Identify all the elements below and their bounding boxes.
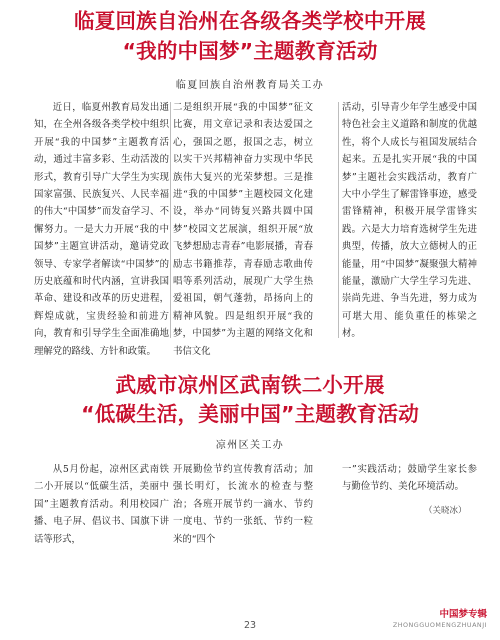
article2-column-3 [342,461,477,501]
article2-title-line2: “低碳生活，美丽中国”主题教育活动 [81,402,419,426]
article1-paragraph: 近日，临夏州教育局发出通知，在全州各级各类学校中组织开展“我的中国梦”主题教育活动，通过丰富多彩、生动活泼的形式，教育引导广大学生为实现国家富强、民族复兴、人民幸福的伟大“中国梦”而发奋学习、不懈努力。一是大力开展“我的中国梦”主题宣讲活动，邀请党政领导、专家学者解读“中国梦”的历史底蕴和时代内涵，宣讲我国革命、建设和改革的历史进程，辉煌成就，宝贵经验和前进方向，教育和引导学生全面准确地理解党的路线、方针和政策。 [34,102,169,357]
article1-byline: 临夏回族自治州教育局关工办 [175,80,325,91]
brand-title: 中国梦专辑 [439,609,487,620]
article1-column-1 [34,99,169,357]
article2-byline: 凉州区关工办 [215,440,285,451]
page-number: 23 [243,620,257,631]
column-divider [170,102,171,338]
article2-author-credit: （关晓冰） [424,506,467,516]
article2-paragraph: 从5月份起，凉州区武南铁二小开展以“低碳生活，美丽中国”主题教育活动。利用校园广播、电子屏、倡议书、国旗下讲话等形式， [34,464,169,545]
article1-paragraph: 二是组织开展“我的中国梦”征文比赛，用文章记录和表达爱国之心，强国之愿，报国之志，树立以实干兴邦精神奋力实现中华民族伟大复兴的光荣梦想。三是推进“我的中国梦”主题校园文化建设，举办“同铸复兴路共圆中国梦”校园文艺展演，组织开展“放飞梦想励志青春”电影展播，青春励志书籍推荐，青春励志歌曲传唱等系列活动，展现广大学生热爱祖国，朝气蓬勃，昂扬向上的精神风貌。四是组织开展“我的梦，中国梦”为主题的网络文化和书信文化 [173,102,313,357]
article2-paragraph: 一”实践活动；鼓励学生家长参与勤俭节约、美化环境活动。 [342,464,477,493]
article2-title-line1: 武威市凉州区武南铁二小开展 [115,373,385,397]
article1-paragraph: 活动，引导青少年学生感受中国特色社会主义道路和制度的优越性，将个人成长与祖国发展结合起来。五是扎实开展“我的中国梦”主题社会实践活动，教育广大中小学生了解雷锋事迹，感受雷锋精神，积极开展学雷锋实践。六是大力培育选树学生先进典型，传播，放大立德树人的正能量，用“中国梦”凝聚强大精神能量，激励广大学生学习先进、崇尚先进、争当先进，努力成为可堪大用、能负重任的栋梁之材。 [342,102,477,340]
article2-paragraph: 开展勤俭节约宣传教育活动；加强长明灯，长流水的检查与整治；各班开展节约一滴水、节约一度电、节约一张纸、节约一粒米的“四个 [173,464,313,545]
article1-column-2 [173,99,313,357]
article1-title-line1: 临夏回族自治州在各级各类学校中开展 [74,9,426,33]
article1-title-line2: “我的中国梦”主题教育活动 [122,39,378,63]
article2-column-1 [34,461,169,545]
footer-brand [393,608,487,630]
article1-column-3 [342,99,477,344]
brand-pinyin: ZHONGGUOMENGZHUANJI [392,621,487,629]
column-divider [338,102,339,338]
article2-column-2 [173,461,313,545]
